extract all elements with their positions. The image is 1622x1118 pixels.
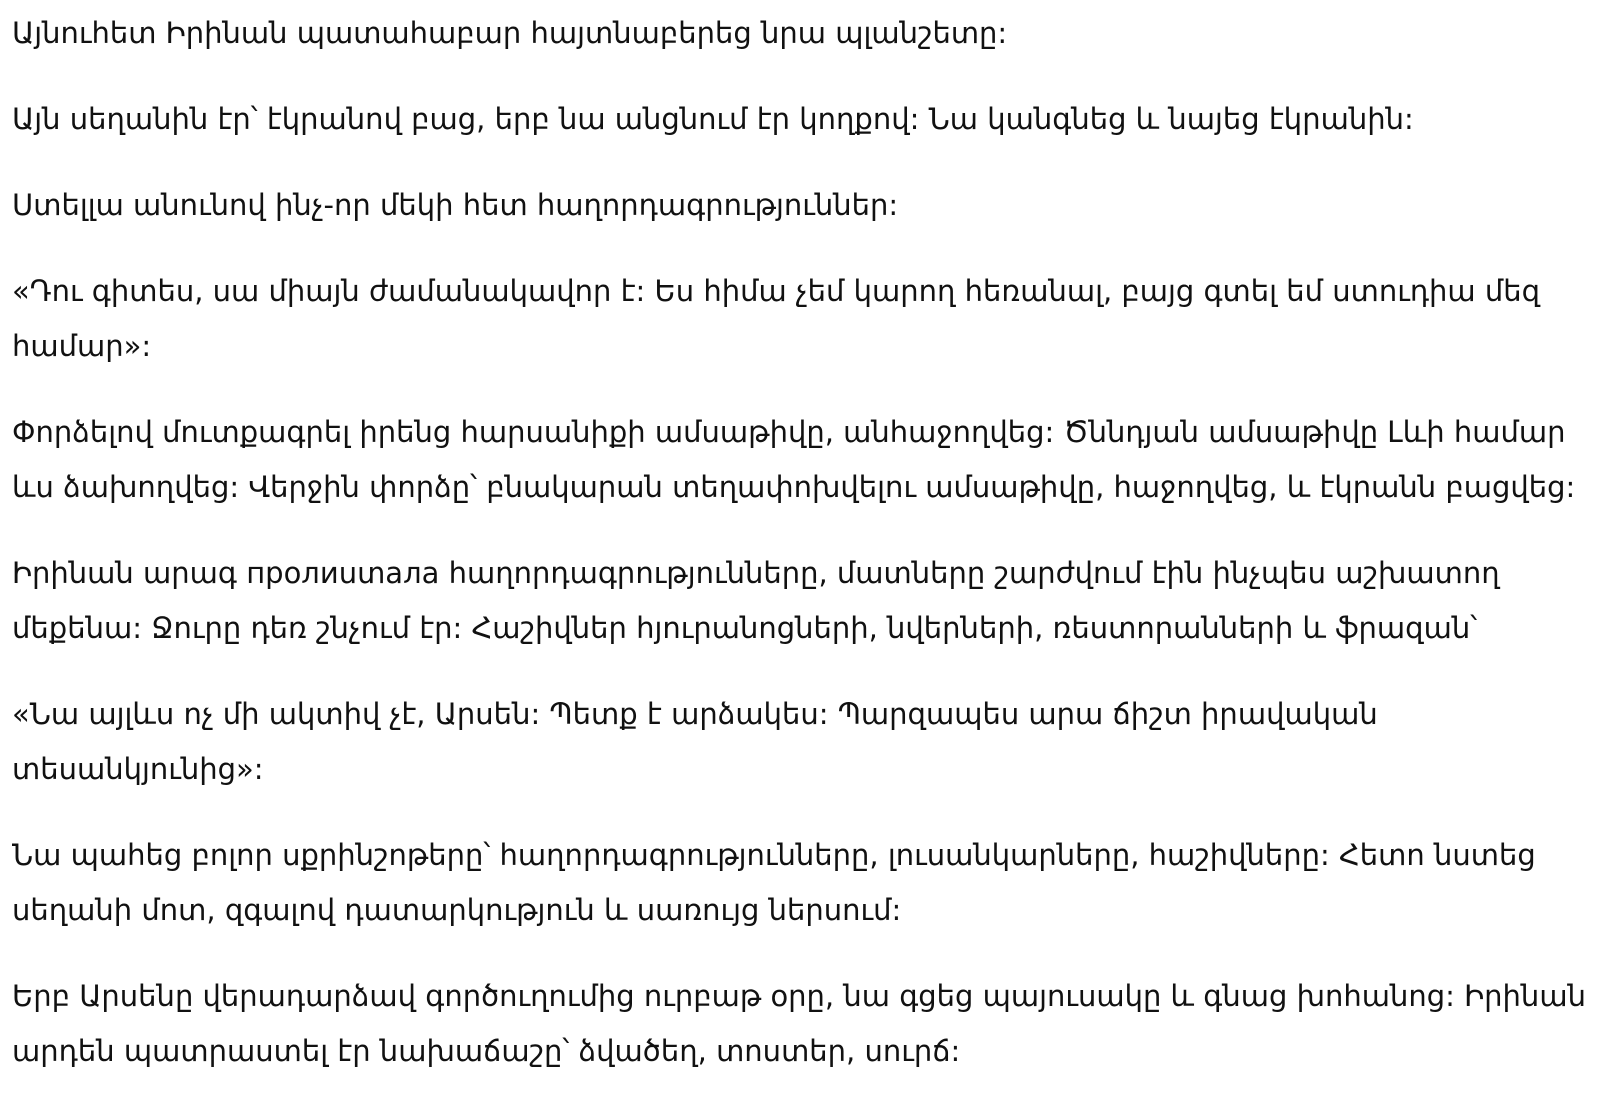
paragraph-3: Ստելլա անունով ինչ-որ մեկի հետ հաղորդագրություններ: <box>12 188 899 222</box>
paragraph-4: «Դու գիտես, սա միայն ժամանակավոր է: Ես հիմա չեմ կարող հեռանալ, բայց գտել եմ ստուդիա մեզ համար»: <box>12 274 1541 363</box>
paragraph-9: Երբ Արսենը վերադարձավ գործուղումից ուրբաթ օրը, նա գցեց պայուսակը և գնաց խոհանոց: Իրինան արդեն պատրաստել էր նախաճաշը՝ ձվածեղ, տոստեր, սուրճ: <box>12 979 1586 1068</box>
paragraph-6: Իրինան արագ пролиստала հաղորդագրությունները, մատները շարժվում էին ինչպես աշխատող մեքենա: Ջուրը դեռ շնչում էր: Հաշիվներ հյուրանոցների, նվերների, ռեստորանների և ֆրազան՝ <box>12 556 1500 645</box>
document-body <box>12 6 1610 1110</box>
paragraph-1: Այնուհետ Իրինան պատահաբար հայտնաբերեց նրա պլանշետը: <box>12 16 1008 50</box>
paragraph-5: Փորձելով մուտքագրել իրենց հարսանիքի ամսաթիվը, անհաջողվեց: Ծննդյան ամսաթիվը Լևի համար ևս ձախողվեց: Վերջին փորձը՝ բնակարան տեղափոխվելու ամսաթիվը, հաջողվեց, և էկրանն բացվեց: <box>12 415 1576 504</box>
paragraph-2: Այն սեղանին էր՝ էկրանով բաց, երբ նա անցնում էր կողքով: Նա կանգնեց և նայեց էկրանին: <box>12 102 1414 136</box>
paragraph-7: «Նա այլևս ոչ մի ակտիվ չէ, Արսեն: Պետք է արձակես: Պարզապես արա ճիշտ իրավական տեսանկյունից»: <box>12 697 1378 786</box>
paragraph-8: Նա պահեց բոլոր սքրինշոթերը՝ հաղորդագրությունները, լուսանկարները, հաշիվները: Հետո նստեց սեղանի մոտ, զգալով դատարկություն և սառույց ներսում: <box>12 838 1536 927</box>
